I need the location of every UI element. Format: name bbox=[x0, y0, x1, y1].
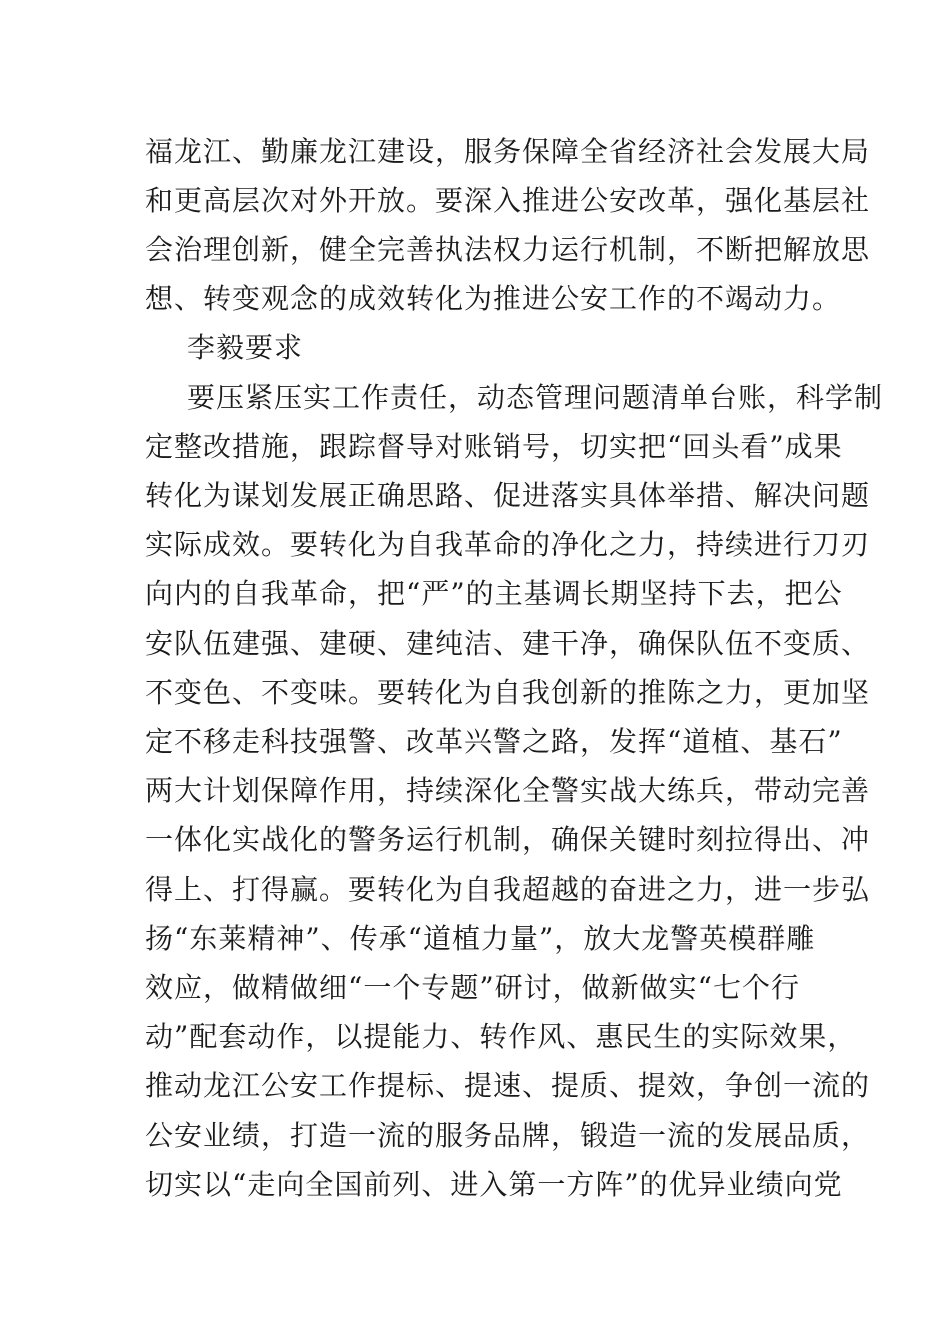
paragraph-line: 推动龙江公安工作提标、提速、提质、提效，争创一流的 bbox=[145, 1069, 871, 1102]
paragraph-line: 安队伍建强、建硬、建纯洁、建干净，确保队伍不变质、 bbox=[145, 627, 871, 660]
paragraph-line: 定整改措施，跟踪督导对账销号，切实把“回头看”成果 bbox=[145, 430, 843, 463]
paragraph-line: 两大计划保障作用，持续深化全警实战大练兵，带动完善 bbox=[145, 774, 871, 807]
paragraph-line: 想、转变观念的成效转化为推进公安工作的不竭动力。 bbox=[145, 282, 842, 315]
paragraph-line: 转化为谋划发展正确思路、促进落实具体举措、解决问题 bbox=[145, 479, 871, 512]
paragraph-line: 效应，做精做细“一个专题”研讨，做新做实“七个行 bbox=[145, 971, 800, 1004]
paragraph-line: 扬“东莱精神”、传承“道植力量”，放大龙警英模群雕 bbox=[145, 922, 816, 955]
paragraph-line: 实际成效。要转化为自我革命的净化之力，持续进行刀刃 bbox=[145, 528, 871, 561]
paragraph-line: 不变色、不变味。要转化为自我创新的推陈之力，更加坚 bbox=[145, 676, 871, 709]
paragraph-line: 和更高层次对外开放。要深入推进公安改革，强化基层社 bbox=[145, 184, 871, 217]
paragraph-line: 福龙江、勤廉龙江建设，服务保障全省经济社会发展大局 bbox=[145, 135, 871, 168]
paragraph-line: 动”配套动作，以提能力、转作风、惠民生的实际效果， bbox=[145, 1020, 857, 1053]
section-heading: 李毅要求 bbox=[187, 331, 304, 364]
paragraph-line: 要压紧压实工作责任，动态管理问题清单台账，科学制 bbox=[187, 381, 884, 414]
paragraph-line: 一体化实战化的警务运行机制，确保关键时刻拉得出、冲 bbox=[145, 823, 871, 856]
paragraph-line: 公安业绩，打造一流的服务品牌，锻造一流的发展品质， bbox=[145, 1119, 871, 1152]
paragraph-line: 定不移走科技强警、改革兴警之路，发挥“道植、基石” bbox=[145, 725, 843, 758]
paragraph-line: 向内的自我革命，把“严”的主基调长期坚持下去，把公 bbox=[145, 577, 843, 610]
paragraph-line: 切实以“走向全国前列、进入第一方阵”的优异业绩向党 bbox=[145, 1168, 843, 1201]
paragraph-line: 得上、打得赢。要转化为自我超越的奋进之力，进一步弘 bbox=[145, 873, 871, 906]
paragraph-line: 会治理创新，健全完善执法权力运行机制，不断把解放思 bbox=[145, 233, 871, 266]
